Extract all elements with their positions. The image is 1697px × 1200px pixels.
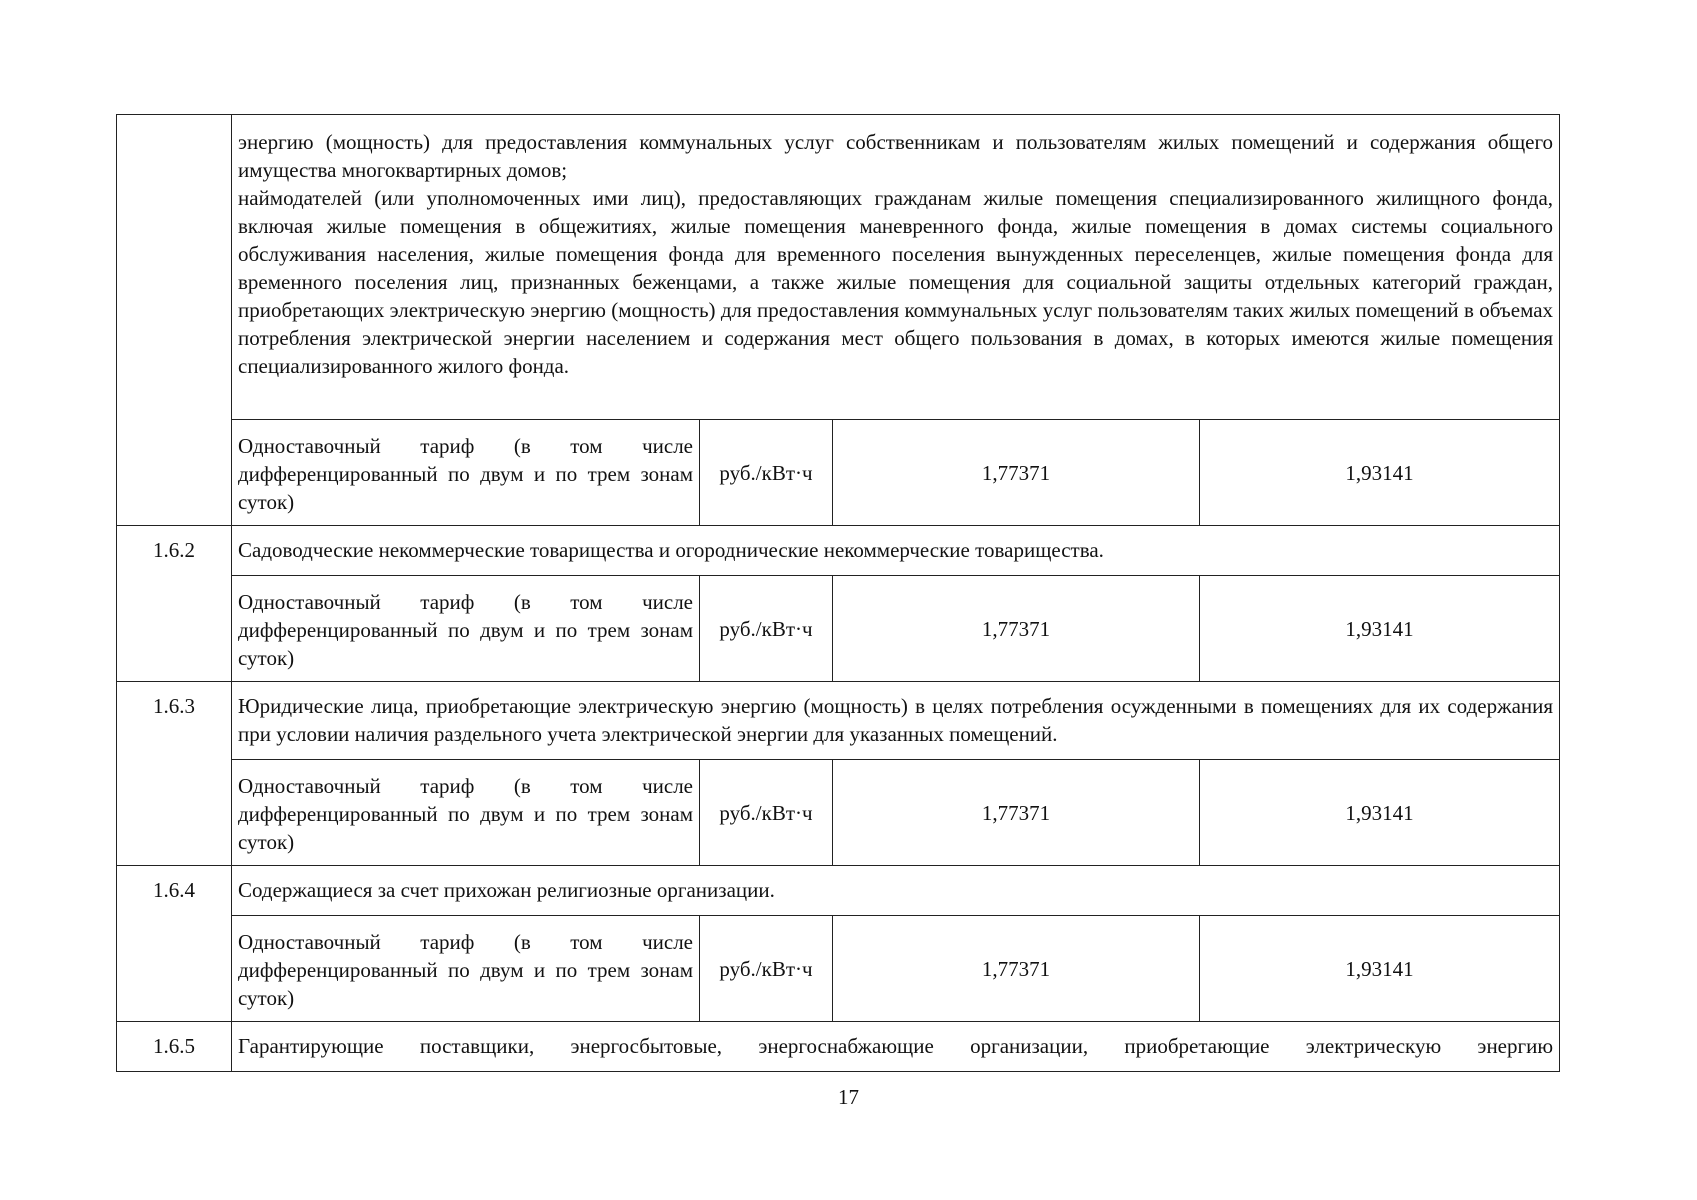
tariff-value-cell: 1,77371	[833, 420, 1200, 526]
description-paragraph: энергию (мощность) для предоставления коммунальных услуг собственникам и пользователям жилых помещений и содержания общего имущества многоквартирных домов;	[238, 130, 1554, 182]
unit-cell: руб./кВт·ч	[700, 760, 833, 866]
tariff-value-cell: 1,77371	[833, 916, 1200, 1022]
description-cell: Гарантирующие поставщики, энергосбытовые, энергоснабжающие организации, приобретающие электрическую энергию	[232, 1022, 1560, 1072]
row-number-cell: 1.6.2	[117, 526, 232, 682]
description-paragraph: наймодателей (или уполномоченных ими лиц), предоставляющих гражданам жилые помещения специализированного жилищного фонда, включая жилые помещения в общежитиях, жилые помещения маневренного фонда, жилые помещения в домах системы социального обслуживания населения, жилые помещения фонда для временного поселения вынужденных переселенцев, жилые помещения фонда для временного поселения лиц, признанных беженцами, а также жилые помещения для социальной защиты отдельных категорий граждан, приобретающих электрическую энергию (мощность) для предоставления коммунальных услуг пользователям таких жилых помещений в объемах потребления электрической энергии населением и содержания мест общего пользования в домах, в которых имеются жилые помещения специализированного жилого фонда.	[238, 186, 1554, 378]
table-row	[117, 1022, 1560, 1072]
row-number-cell: 1.6.5	[117, 1022, 232, 1072]
unit-cell: руб./кВт·ч	[700, 576, 833, 682]
table-row	[117, 682, 1560, 760]
tariff-value-cell: 1,93141	[1200, 760, 1560, 866]
table-row	[117, 760, 1560, 866]
table-row	[117, 526, 1560, 576]
tariff-value-cell: 1,93141	[1200, 916, 1560, 1022]
tariff-value-cell: 1,77371	[833, 576, 1200, 682]
row-number-cell-empty	[117, 115, 232, 526]
tariff-name-cell: Одноставочный тариф (в том числе дифференцированный по двум и по трем зонам суток)	[232, 576, 700, 682]
table-row	[117, 576, 1560, 682]
description-cell: Садоводческие некоммерческие товарищества и огороднические некоммерческие товарищества.	[232, 526, 1560, 576]
table-row	[117, 420, 1560, 526]
tariff-name-cell: Одноставочный тариф (в том числе дифференцированный по двум и по трем зонам суток)	[232, 916, 700, 1022]
page-number: 17	[838, 1085, 859, 1109]
tariff-name-cell: Одноставочный тариф (в том числе дифференцированный по двум и по трем зонам суток)	[232, 760, 700, 866]
description-cell: Содержащиеся за счет прихожан религиозные организации.	[232, 866, 1560, 916]
tariff-name-cell: Одноставочный тариф (в том числе дифференцированный по двум и по трем зонам суток)	[232, 420, 700, 526]
row-number-cell: 1.6.4	[117, 866, 232, 1022]
description-cell	[232, 115, 1560, 420]
unit-cell: руб./кВт·ч	[700, 420, 833, 526]
tariff-value-cell: 1,93141	[1200, 576, 1560, 682]
description-cell: Юридические лица, приобретающие электрическую энергию (мощность) в целях потребления осужденными в помещениях для их содержания при условии наличия раздельного учета электрической энергии для указанных помещений.	[232, 682, 1560, 760]
tariff-value-cell: 1,93141	[1200, 420, 1560, 526]
tariff-value-cell: 1,77371	[833, 760, 1200, 866]
unit-cell: руб./кВт·ч	[700, 916, 833, 1022]
table-row	[117, 866, 1560, 916]
table-row	[117, 115, 1560, 420]
tariff-table	[116, 114, 1560, 1072]
table-row	[117, 916, 1560, 1022]
row-number-cell: 1.6.3	[117, 682, 232, 866]
